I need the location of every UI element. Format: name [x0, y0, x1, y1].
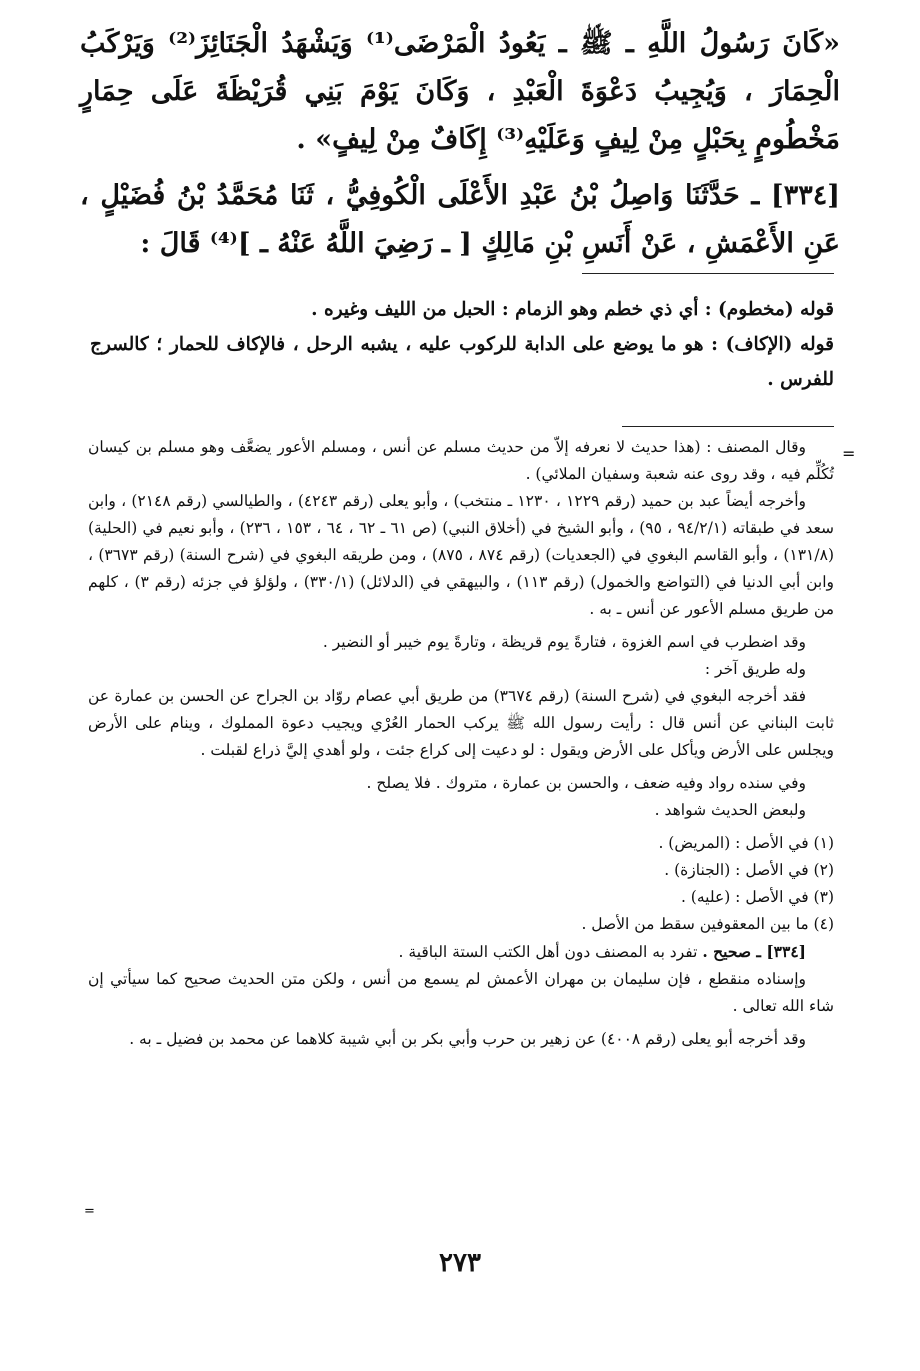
takhrij-paragraph: وقد اضطرب في اسم الغزوة ، فتارةً يوم قريظة ، وتارةً يوم خيبر أو النضير . [322, 633, 806, 651]
hadith-333-text: «كَانَ رَسُولُ اللَّهِ ـ ﷺ ـ يَعُودُ الْمَرْضَى⁽¹⁾ وَيَشْهَدُ الْجَنَائِزَ⁽²⁾ وَيَرْكَبُ الْحِمَارَ ، وَيُجِيبُ دَعْوَةَ الْعَبْدِ ، وَكَانَ يَوْمَ بَنِي قُرَيْظَةَ عَلَى حِمَارٍ مَخْطُومٍ بِحَبْلٍ مِنْ لِيفٍ وَعَلَيْهِ⁽³⁾ إِكَافٌ مِنْ لِيفٍ» . [80, 28, 840, 155]
separator-rule [582, 273, 834, 274]
gloss-term: قوله (الإكاف) : [711, 334, 834, 355]
separator-rule [622, 426, 834, 427]
takhrij-paragraph: فقد أخرجه البغوي في (شرح السنة) (رقم ٣٦٧٤) من طريق أبي عصام روّاد بن الجراح عن الحسن بن عمارة عن ثابت البناني عن أنس قال : رأيت رسول الله ﷺ يركب الحمار العُرْي ويجيب دعوة المملوك ، وينام على الأرض ويجلس على الأرض ويأكل على الأرض ويقول : لو دعيت إلى كراع جئت ، ولو أهدي إليَّ ذراع لقبلت . [88, 687, 834, 759]
footnote: (١) في الأصل : (المريض) . [658, 834, 834, 852]
footnote: (٣) في الأصل : (عليه) . [680, 888, 834, 906]
gloss-notes [90, 292, 834, 397]
grading-line [88, 938, 834, 966]
takhrij-paragraph: ولبعض الحديث شواهد . [654, 801, 806, 819]
gloss-text: هو ما يوضع على الدابة للركوب عليه ، يشبه الرحل ، فالإكاف للحمار ؛ كالسرج للفرس . [90, 334, 834, 390]
takhrij-paragraph: وقال المصنف : (هذا حديث لا نعرفه إلاّ من حديث مسلم عن أنس ، ومسلم الأعور يضعَّف وهو مسلم بن كيسان تُكُلِّم فيه ، وقد روى عنه شعبة وسفيان الملائي) . [88, 438, 834, 483]
gloss-text: أي ذي خطم وهو الزمام : الحبل من الليف وغيره . [311, 299, 705, 320]
continuation-marker: = [84, 1204, 95, 1219]
takhrij-section [88, 434, 834, 1053]
takhrij-note: وإسناده منقطع ، فإن سليمان بن مهران الأعمش لم يسمع من أنس ، ولكن متن الحديث صحيح كما سيأتي إن شاء الله تعالى . [88, 970, 834, 1015]
footnote: (٤) ما بين المعقوفين سقط من الأصل . [581, 915, 834, 933]
takhrij-note: وقد أخرجه أبو يعلى (رقم ٤٠٠٨) عن زهير بن حرب وأبي بكر بن أبي شيبة كلاهما عن محمد بن فضيل ـ به . [129, 1030, 806, 1048]
grading-text: تفرد به المصنف دون أهل الكتب الستة الباقية . [398, 943, 703, 961]
gloss-mukhtum [90, 292, 834, 327]
gloss-ikaf [90, 327, 834, 397]
page-number: ٢٧٣ [439, 1248, 481, 1278]
takhrij-paragraph: وله طريق آخر : [704, 660, 806, 678]
hadith-334-number: [٣٣٤] [770, 180, 840, 211]
hadith-text [80, 20, 840, 268]
gloss-term: قوله (مخطوم) : [704, 299, 834, 320]
takhrij-paragraph: وفي سنده رواد وفيه ضعف ، والحسن بن عمارة ، متروك . فلا يصلح . [366, 774, 806, 792]
footnote: (٢) في الأصل : (الجنازة) . [664, 861, 834, 879]
continuation-marker: = [842, 444, 856, 463]
takhrij-paragraph: وأخرجه أيضاً عبد بن حميد (رقم ١٢٢٩ ، ١٢٣٠ ـ منتخب) ، وأبو يعلى (رقم ٤٢٤٣) ، والطيالسي (رقم ٢١٤٨) ، وابن سعد في طبقاته (٩٤/٢/١ ، ٩٥) ، وأبو الشيخ في (أخلاق النبي) (ص ٦١ ـ ٦٢ ، ٦٤ ، ١٥٣ ، ٢٣٦) ، وأبو نعيم في (الحلية) (١٣١/٨) ، وأبو القاسم البغوي في (الجعديات) (رقم ٨٧٤ ، ٨٧٥) ، ومن طريقه البغوي في (شرح السنة) (رقم ٣٦٧٣) ، وابن أبي الدنيا في (التواضع والخمول) (رقم ١١٣) ، والبيهقي في (الدلائل) (٣٣٠/١) ، ولؤلؤ في جزئه (رقم ٣) ، كلهم من طريق مسلم الأعور عن أنس ـ به . [88, 492, 835, 618]
grading-label: [٣٣٤] ـ صحيح . [702, 942, 806, 961]
hadith-334-text: ـ حَدَّثَنَا وَاصِلُ بْنُ عَبْدِ الأَعْلَى الْكُوفِيُّ ، ثَنَا مُحَمَّدُ بْنُ فُضَيْلٍ ، عَنِ الأَعْمَشِ ، عَنْ أَنَسِ بْنِ مَالِكٍ [ ـ رَضِيَ اللَّهُ عَنْهُ ـ ]⁽⁴⁾ قَالَ : [80, 180, 840, 259]
hadith-334 [80, 172, 840, 268]
